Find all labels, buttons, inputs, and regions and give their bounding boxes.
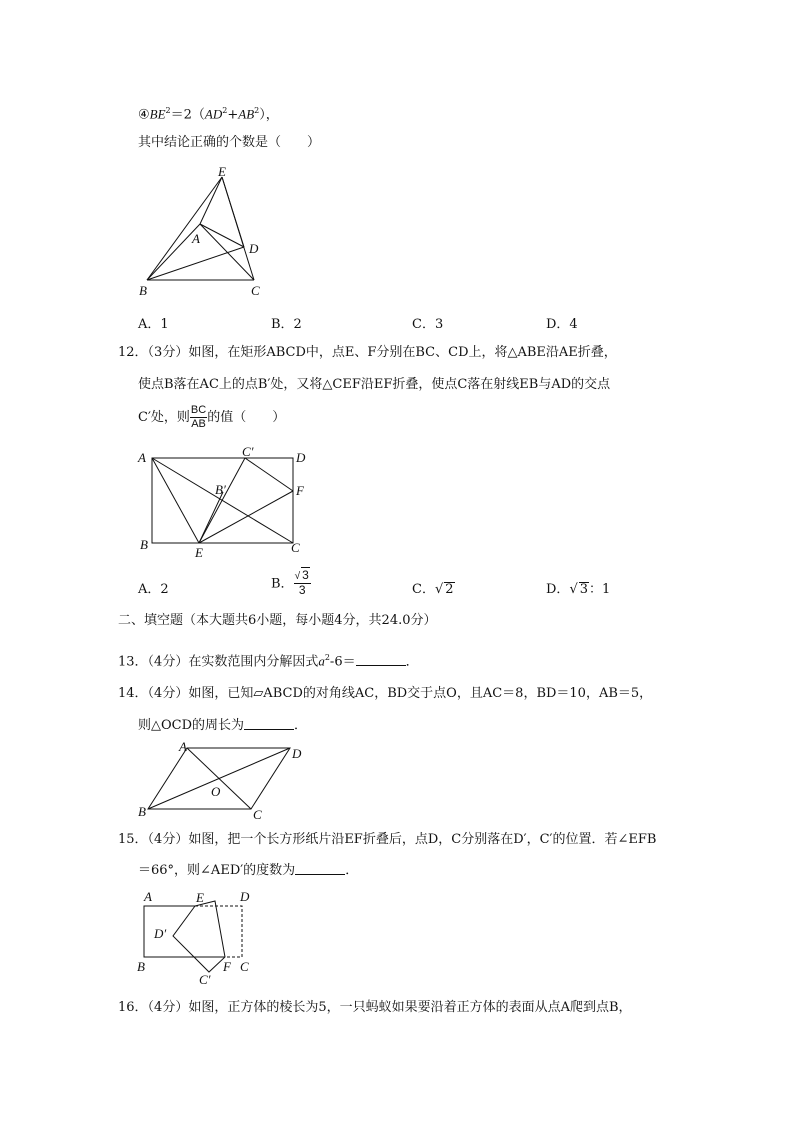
q11-label-D: D	[249, 241, 259, 256]
q11-label-B: B	[139, 283, 147, 298]
q14-figure	[132, 738, 312, 820]
q11-label-E: E	[218, 164, 226, 179]
q12-label-C: C	[291, 540, 300, 555]
q14-line-2: 则△OCD的周长为 ．	[138, 718, 308, 733]
q12-figure	[132, 446, 317, 561]
q12-label-E: E	[195, 545, 203, 560]
q13-answer-blank	[356, 653, 406, 666]
q14-label-C: C	[253, 807, 262, 820]
q15-answer-blank	[295, 862, 345, 875]
q12-label-A: A	[138, 450, 146, 465]
q11-option-a: A．1	[138, 317, 169, 332]
q16-line-1: 16．（4分）如图，正方体的棱长为5，一只蚂蚁如果要沿着正方体的表面从点A爬到点B，	[118, 1000, 632, 1015]
q14-answer-blank	[244, 717, 294, 730]
q12-fraction: $\frac{BC}{AB}$	[190, 404, 207, 430]
q15-label-D: D	[240, 889, 250, 904]
q14-label-O: O	[211, 784, 221, 799]
q11-label-C: C	[251, 283, 260, 298]
section-heading-fill-in: 二、填空题（本大题共6小题，每小题4分，共24.0分）	[118, 613, 437, 628]
q12-line-2: 使点B落在AC上的点B′处，又将△CEF沿EF折叠，使点C落在射线EB与AD的交点	[138, 377, 611, 392]
q12-label-B: B	[140, 537, 148, 552]
q12-line-1: 12．（3分）如图，在矩形ABCD中，点E、F分别在BC、CD上，将△ABE沿AE折叠，	[118, 345, 617, 360]
q12-label-Bp: B′	[215, 482, 226, 497]
q15-label-B: B	[137, 959, 145, 974]
q15-label-C: C	[240, 959, 249, 974]
q11-statement-4: $④BE^2=2(AD^2+AB^2)$，	[138, 106, 279, 123]
q12-option-c: C．√ 2	[412, 582, 454, 597]
q12-option-b: B． $\frac{√ 3}{3}$	[271, 568, 309, 597]
q15-line-2: ＝66°，则∠AED′的度数为 ．	[138, 863, 359, 878]
q12-label-Cp: C′	[242, 446, 254, 459]
q11-figure	[130, 162, 280, 302]
q12-option-d: D．√ 3：1	[546, 582, 611, 597]
q11-option-b: B．2	[271, 317, 302, 332]
q14-line-1: 14．（4分）如图，已知▱ABCD的对角线AC，BD交于点O，且AC＝8，BD＝10，AB＝5，	[118, 686, 653, 701]
q15-label-E: E	[196, 890, 204, 905]
q12-label-D: D	[296, 450, 306, 465]
q12-label-F: F	[296, 483, 304, 498]
q11-prompt: 其中结论正确的个数是（ ）	[138, 135, 321, 150]
q11-option-c: C．3	[412, 317, 444, 332]
q15-figure	[132, 884, 262, 992]
q12-line-3: C′处，则 $\frac{BC}{AB}$ 的值（ ）	[138, 404, 286, 430]
q14-label-D: D	[292, 746, 302, 761]
q15-label-F: F	[223, 959, 231, 974]
q11-option-d: D．4	[546, 317, 578, 332]
q14-label-B: B	[138, 804, 146, 819]
q15-label-Cp: C′	[199, 972, 211, 987]
q14-label-A: A	[179, 739, 187, 754]
q11-label-A: A	[192, 231, 200, 246]
q15-label-A: A	[144, 889, 152, 904]
q15-line-1: 15．（4分）如图，把一个长方形纸片沿EF折叠后，点D，C分别落在D′，C′的位置．若∠EFB	[118, 832, 657, 847]
q13-line: 13．（4分）在实数范围内分解因式$a^2-6=$ ．	[118, 653, 419, 670]
q12-option-a: A．2	[138, 582, 169, 597]
q15-label-Dp: D′	[154, 926, 167, 941]
